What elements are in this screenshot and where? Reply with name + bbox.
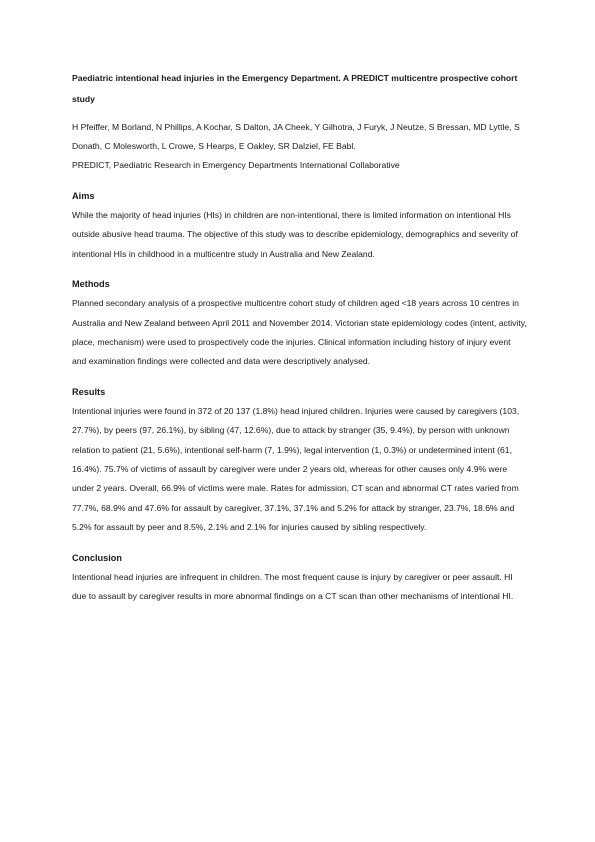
methods-heading: Methods (72, 279, 110, 290)
conclusion-section (72, 549, 527, 607)
results-section (72, 383, 527, 538)
conclusion-text: Intentional head injuries are infrequent in children. The most frequent cause is injury by caregiver or peer assault. HI due to assault by caregiver results in more abnormal findings on a CT scan than other mechanisms of intentional HI. (72, 571, 514, 602)
aims-text: While the majority of head injuries (HIs) in children are non-intentional, there is limited information on intentional HIs outside abusive head trauma. The objective of this study was to describe epidemiology, demographics and severity of intentional HIs in childhood in a multicentre study in Australia and New Zealand. (72, 210, 518, 259)
author-list: H Pfeiffer, M Borland, N Phillips, A Kochar, S Dalton, JA Cheek, Y Gilhotra, J Furyk, J Neutze, S Bressan, MD Lyttle, S Donath, C Molesworth, L Crowe, S Hearps, E Oakley, SR Dalziel, FE Babl. (72, 122, 520, 151)
aims-heading: Aims (72, 191, 95, 201)
affiliation: PREDICT, Paediatric Research in Emergency Departments International Collaborative (72, 160, 400, 170)
results-heading: Results (72, 386, 106, 397)
results-text: Intentional injuries were found in 372 of 20 137 (1.8%) head injured children. Injuries were caused by caregivers (103, 27.7%), by peers (97, 26.1%), by sibling (47, 12.6%), due to attack by stranger (35, 9.4%), by person with unknown relation to patient (21, 5.6%), intentional self-harm (7, 1.9%), legal intervention (1, 0.3%) or undetermined intent (61, 16.4%). 75.7% of victims of assault by caregiver were under 2 years old, whereas for other causes only 4.9% were under 2 years. Overall, 66.9% of victims were male. Rates for admission, CT scan and abnormal CT rates varied from 77.7%, 68.9% and 47.6% for assault by caregiver, 37.1%, 37.1% and 5.2% for attack by stranger, 23.7%, 18.6% and 5.2% for assault by peer and 8.5%, 2.1% and 2.1% for injuries caused by sibling respectively. (72, 405, 520, 533)
paper-title: Paediatric intentional head injuries in the Emergency Department. A PREDICT multicentre prospective cohort study (72, 73, 518, 104)
methods-section (72, 275, 527, 372)
methods-text: Planned secondary analysis of a prospective multicentre cohort study of children aged <18 years across 10 centres in Australia and New Zealand between April 2011 and November 2014. Victorian state epidemiology codes (intent, activity, place, mechanism) were used to prospectively code the injuries. Clinical information including history of injury event and examination findings were collected and data were descriptively analysed. (72, 298, 527, 367)
conclusion-heading: Conclusion (72, 552, 123, 563)
document-page (72, 68, 527, 618)
aims-section (72, 187, 527, 264)
